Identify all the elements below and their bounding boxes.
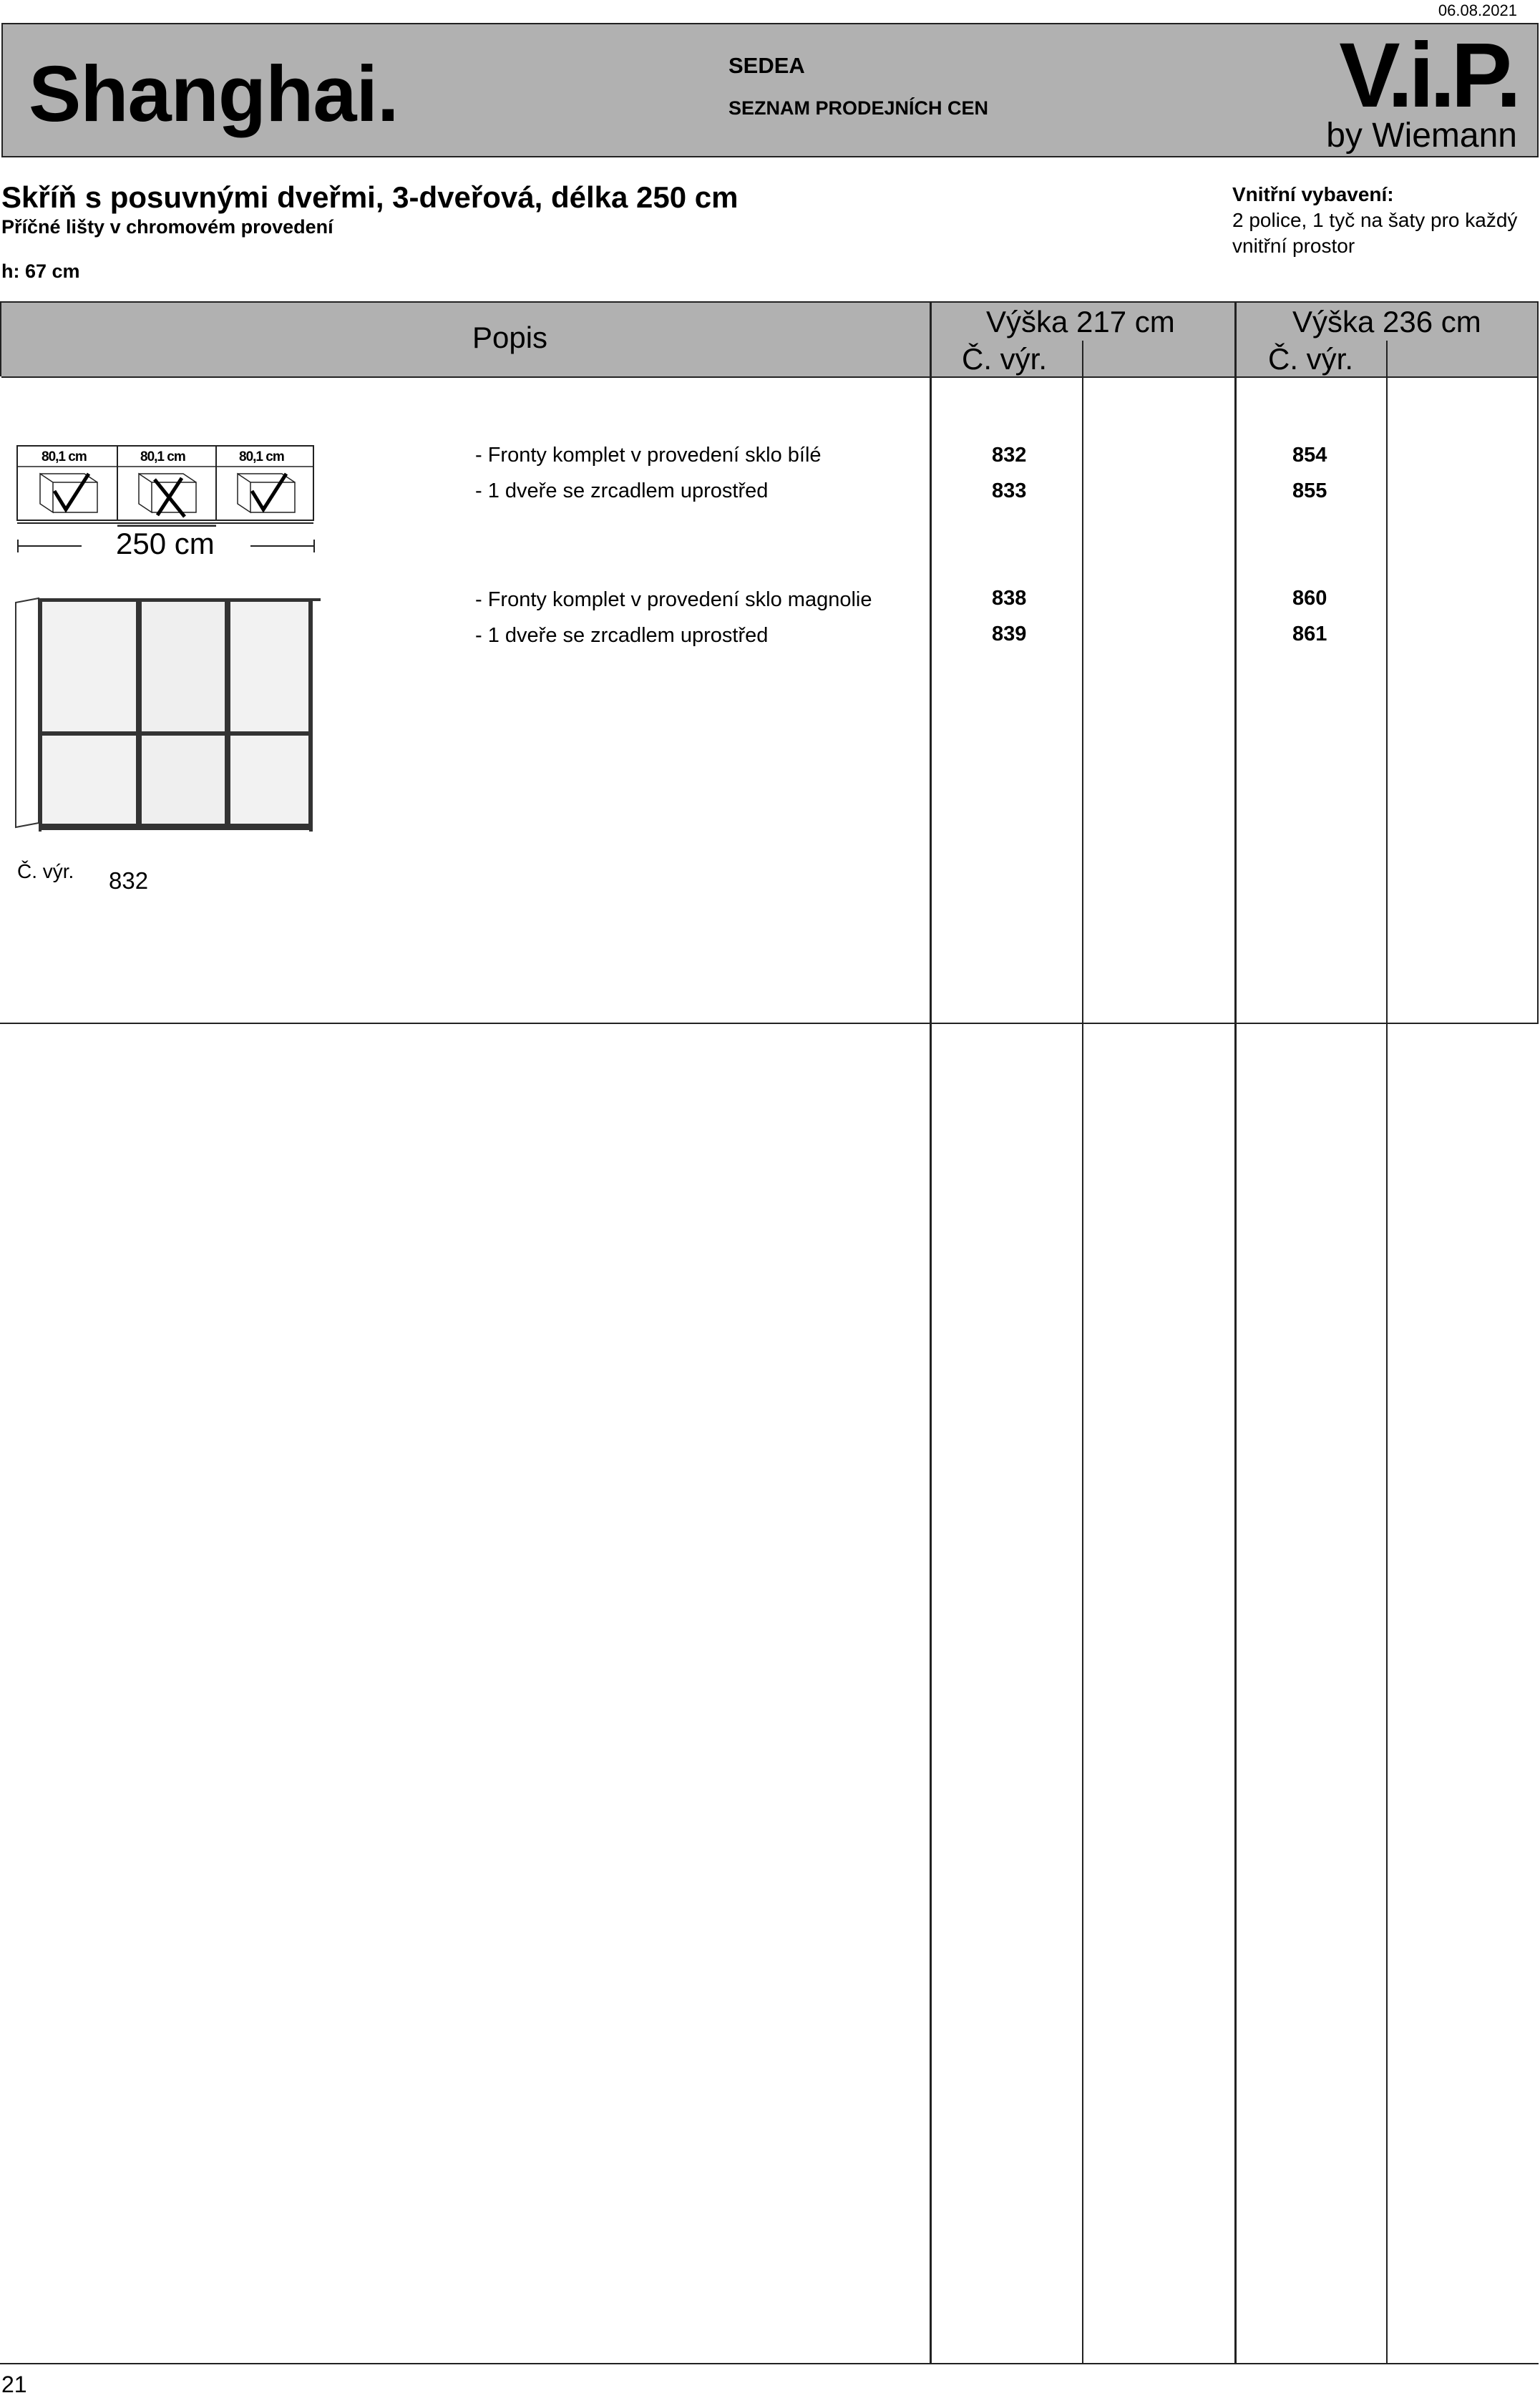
door-3: [228, 601, 309, 824]
interior-title: Vnitřní vybavení:: [1232, 183, 1394, 205]
brand-name: Shanghai.: [29, 50, 399, 138]
interior-line-1: 2 police, 1 tyč na šaty pro každý: [1232, 209, 1518, 231]
document-subtitle: SEZNAM PRODEJNÍCH CEN: [728, 97, 989, 119]
dimension-tick: [17, 540, 19, 552]
dimension-line-right: [250, 545, 315, 547]
variant-code-value: 832: [109, 867, 149, 894]
code-217: 838: [992, 587, 1027, 610]
column-header-description: Popis: [472, 321, 548, 354]
row-description: - 1 dveře se zrcadlem uprostřed: [475, 624, 769, 647]
row-description: - Fronty komplet v provedení sklo bílé: [475, 444, 822, 467]
logo-mark: V.i.P.: [1339, 24, 1517, 127]
series-name: SEDEA: [728, 53, 805, 78]
code-217: 833: [992, 479, 1027, 502]
product-subtitle: Příčné lišty v chromovém provedení: [1, 216, 333, 238]
variant-code-label: Č. výr.: [17, 860, 74, 882]
check-icon: [252, 474, 286, 510]
print-date: 06.08.2021: [1438, 1, 1517, 19]
grid-line: [0, 301, 1, 376]
dimension-tick: [313, 540, 315, 552]
interior-line-2: vnitřní prostor: [1232, 235, 1355, 257]
grid-line: [1386, 341, 1388, 2364]
grid-line: [1234, 301, 1237, 2364]
header-banner: [1, 23, 1539, 157]
door-1: [42, 601, 139, 824]
door-profile: [136, 601, 142, 824]
interior-equipment: [1232, 182, 1517, 259]
dimension-line-left: [17, 545, 82, 547]
column-header-code-217: Č. výr.: [962, 342, 1048, 376]
column-header-code-236: Č. výr.: [1268, 342, 1354, 376]
code-217: 832: [992, 444, 1027, 467]
cross-icon: [155, 478, 185, 517]
wardrobe-bottom: [39, 824, 313, 830]
section-width-3: 80,1 cm: [239, 449, 284, 464]
door-profile: [225, 601, 230, 824]
vip-logo: [1326, 24, 1517, 155]
column-header-height-217: Výška 217 cm: [986, 305, 1175, 338]
product-depth: h: 67 cm: [1, 260, 80, 282]
code-236: 854: [1292, 444, 1327, 467]
check-icon: [54, 474, 89, 510]
row-description: - 1 dveře se zrcadlem uprostřed: [475, 479, 769, 502]
section-width-2: 80,1 cm: [140, 449, 185, 464]
logo-byline: by Wiemann: [1326, 117, 1517, 155]
page-number: 21: [1, 2372, 27, 2397]
grid-line: [1537, 301, 1539, 1024]
grid-line: [0, 2363, 1539, 2364]
column-header-height-236: Výška 236 cm: [1292, 305, 1481, 338]
code-217: 839: [992, 623, 1027, 645]
door-2: [139, 601, 228, 824]
grid-line: [1082, 341, 1083, 2364]
grid-line: [930, 301, 932, 2364]
code-236: 855: [1292, 479, 1327, 502]
total-width-label: 250 cm: [116, 527, 215, 560]
code-236: 861: [1292, 623, 1327, 645]
grid-line: [0, 1023, 1539, 1024]
code-236: 860: [1292, 587, 1327, 610]
section-width-1: 80,1 cm: [42, 449, 87, 464]
row-description: - Fronty komplet v provedení sklo magnolie: [475, 588, 872, 611]
wardrobe-side: [16, 598, 39, 827]
product-title: Skříň s posuvnými dveřmi, 3-dveřová, délka 250 cm: [1, 180, 739, 214]
wardrobe-front-illustration: [13, 597, 321, 834]
